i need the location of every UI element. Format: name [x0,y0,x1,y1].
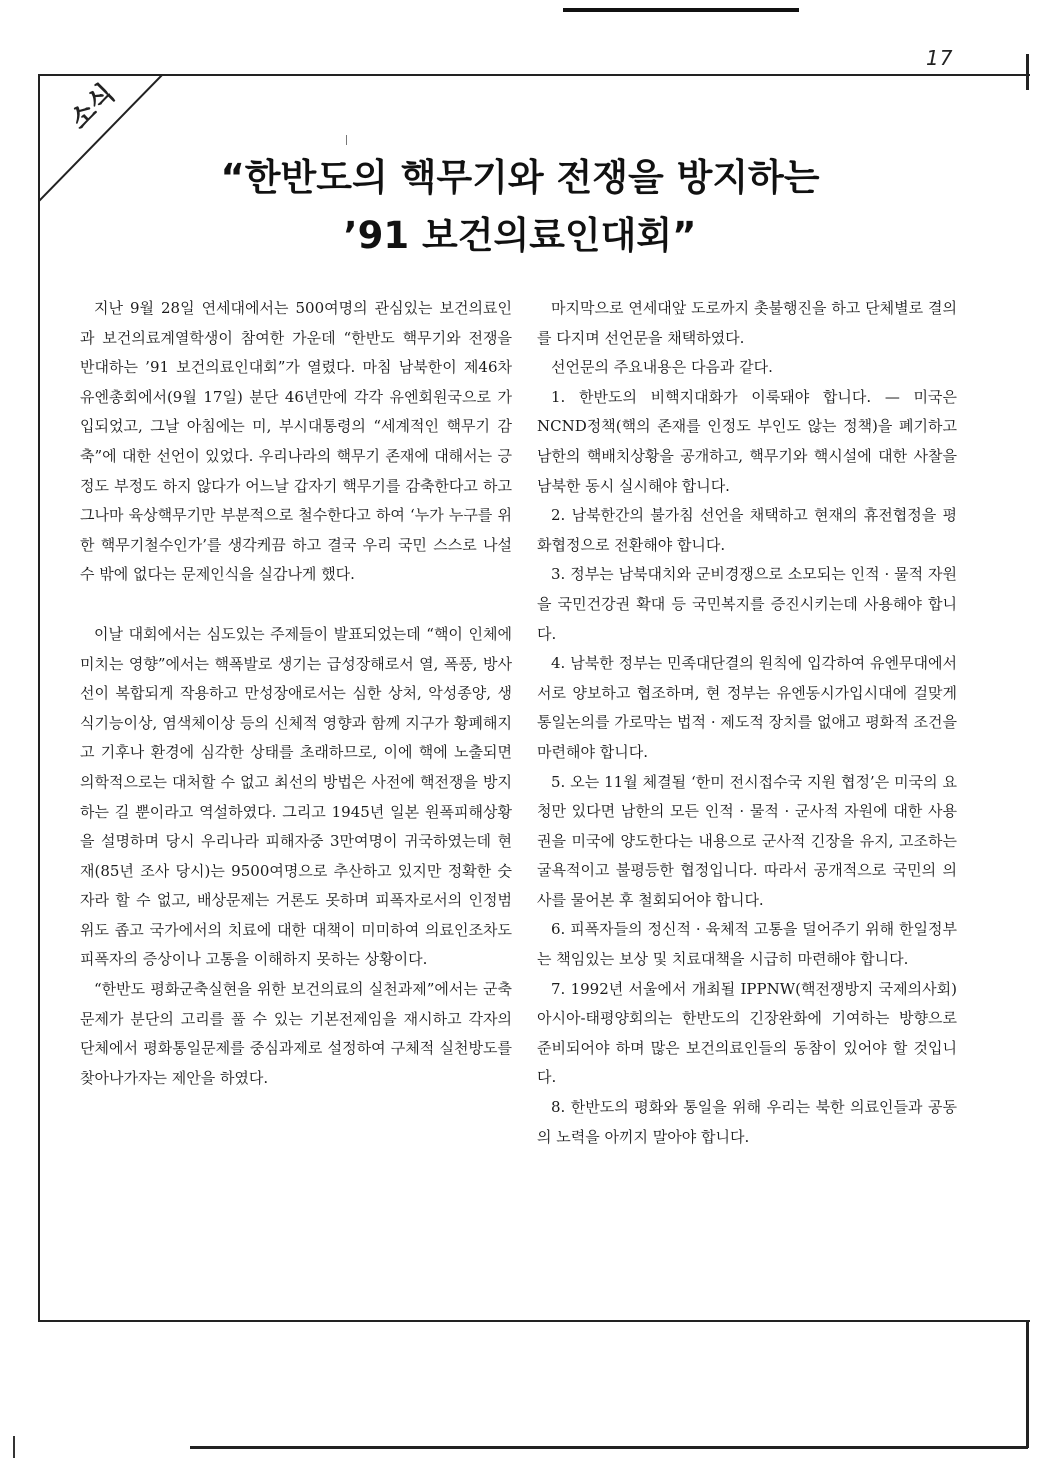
left-paragraph-1: 지난 9월 28일 연세대에서는 500여명의 관심있는 보건의료인과 보건의료계열학생이 참여한 가운데 “한반도 핵무기와 전쟁을 반대하는 ’91 보건의료인대회”가 열렸다. 마침 남북한이 제46차 유엔총회에서(9월 17일) 분단 46년만에 각각 유엔회원국으로 가입되었고, 그날 아침에는 미, 부시대통령의 “세계적인 핵무기 감축”에 대한 선언이 있었다. 우리나라의 핵무기 존재에 대해서는 긍정도 부정도 하지 않다가 어느날 갑자기 핵무기를 감축한다고 하고 그나마 육상핵무기만 부분적으로 철수한다고 하여 ‘누가 누구를 위한 핵무기철수인가’를 생각케끔 하고 결국 우리 국민 스스로 나설 수 밖에 없다는 문제인식을 실감나게 했다. [80,299,512,584]
declaration-item-6: 6. 피폭자들의 정신적 · 육체적 고통을 덜어주기 위해 한일정부는 책임있는 보상 및 치료대책을 시급히 마련해야 합니다. [537,920,957,969]
top-rule [563,8,799,12]
declaration-item-2: 2. 남북한간의 불가침 선언을 채택하고 현재의 휴전협정을 평화협정으로 전환해야 합니다. [537,506,957,554]
right-column [537,294,957,1152]
declaration-item-3: 3. 정부는 남북대치와 군비경쟁으로 소모되는 인적 · 물적 자원을 국민건강권 확대 등 국민복지를 증진시키는데 사용해야 합니다. [537,565,957,643]
left-column [80,294,512,1093]
right-paragraph-1: 마지막으로 연세대앞 도로까지 촛불행진을 하고 단체별로 결의를 다지며 선언문을 채택하였다. [537,299,957,347]
left-paragraph-3: “한반도 평화군축실현을 위한 보건의료의 실천과제”에서는 군축문제가 분단의 고리를 풀 수 있는 기본전제임을 재시하고 각자의 단체에서 평화통일문제를 중심과제로 설정하여 구체적 실천방도를 찾아나가자는 제안을 하였다. [80,980,512,1087]
declaration-item-8: 8. 한반도의 평화와 통일을 위해 우리는 북한 의료인들과 공동의 노력을 아끼지 말아야 합니다. [537,1098,957,1146]
bottom-rule [190,1446,1028,1449]
page-number: 17 [926,46,954,70]
declaration-item-4: 4. 남북한 정부는 민족대단결의 원칙에 입각하여 유엔무대에서 서로 양보하고 협조하며, 현 정부는 유엔동시가입시대에 걸맞게 통일논의를 가로막는 법적 · 제도적 장치를 없애고 평화적 조건을 마련해야 합니다. [537,654,957,761]
declaration-item-7: 7. 1992년 서울에서 개최될 IPPNW(핵전쟁방지 국제의사회) 아시아-태평양회의는 한반도의 긴장완화에 기여하는 방향으로 준비되어야 하며 많은 보건의료인들의 동참이 있어야 할 것입니다. [537,979,957,1087]
left-paragraph-2: 이날 대회에서는 심도있는 주제들이 발표되었는데 “핵이 인체에 미치는 영향”에서는 핵폭발로 생기는 급성장해로서 열, 폭풍, 방사선이 복합되게 작용하고 만성장애로서는 심한 상처, 악성종양, 생식기능이상, 염색체이상 등의 신체적 영향과 함께 지구가 황폐해지고 기후나 환경에 심각한 상태를 초래하므로, 이에 핵에 노출되면 의학적으로는 대처할 수 없고 최선의 방법은 사전에 핵전쟁을 방지하는 길 뿐이라고 역설하였다. 그리고 1945년 일본 원폭피해상황을 설명하며 당시 우리나라 피해자중 3만여명이 귀국하였는데 현재(85년 조사 당시)는 9500여명으로 추산하고 있지만 정확한 숫자라 할 수 없고, 배상문제는 거론도 못하며 피폭자로서의 인정범위도 좁고 국가에서의 치료에 대한 대책이 미미하여 의료인조차도 피폭자의 증상이나 고통을 이해하지 못하는 상황이다. [80,624,512,969]
right-edge-rule [1026,1322,1029,1448]
tick-mark [346,135,347,145]
right-paragraph-2: 선언문의 주요내용은 다음과 같다. [551,358,773,377]
title-line-2: ’91 보건의료인대회” [343,214,697,257]
title-line-1: “한반도의 핵무기와 전쟁을 방지하는 [220,156,820,199]
declaration-item-5: 5. 오는 11월 체결될 ‘한미 전시접수국 지원 협정’은 미국의 요청만 있다면 남한의 모든 인적 · 물적 · 군사적 자원에 대한 사용권을 미국에 양도한다는 내용으로 군사적 긴장을 유지, 고조하는 굴욕적이고 불평등한 협정입니다. 따라서 공개적으로 국민의 의사를 물어본 후 철회되어야 합니다. [537,772,957,909]
section-label: 소식 [64,78,121,136]
bottom-left-mark [13,1436,15,1458]
declaration-item-1: 1. 한반도의 비핵지대화가 이룩돼야 합니다. — 미국은 NCND정책(핵의 존재를 인정도 부인도 않는 정책)을 폐기하고 남한의 핵배치상황을 공개하고, 핵무기와 핵시설에 대한 사찰을 남북한 동시 실시해야 합니다. [537,387,957,495]
article-title [140,150,900,264]
